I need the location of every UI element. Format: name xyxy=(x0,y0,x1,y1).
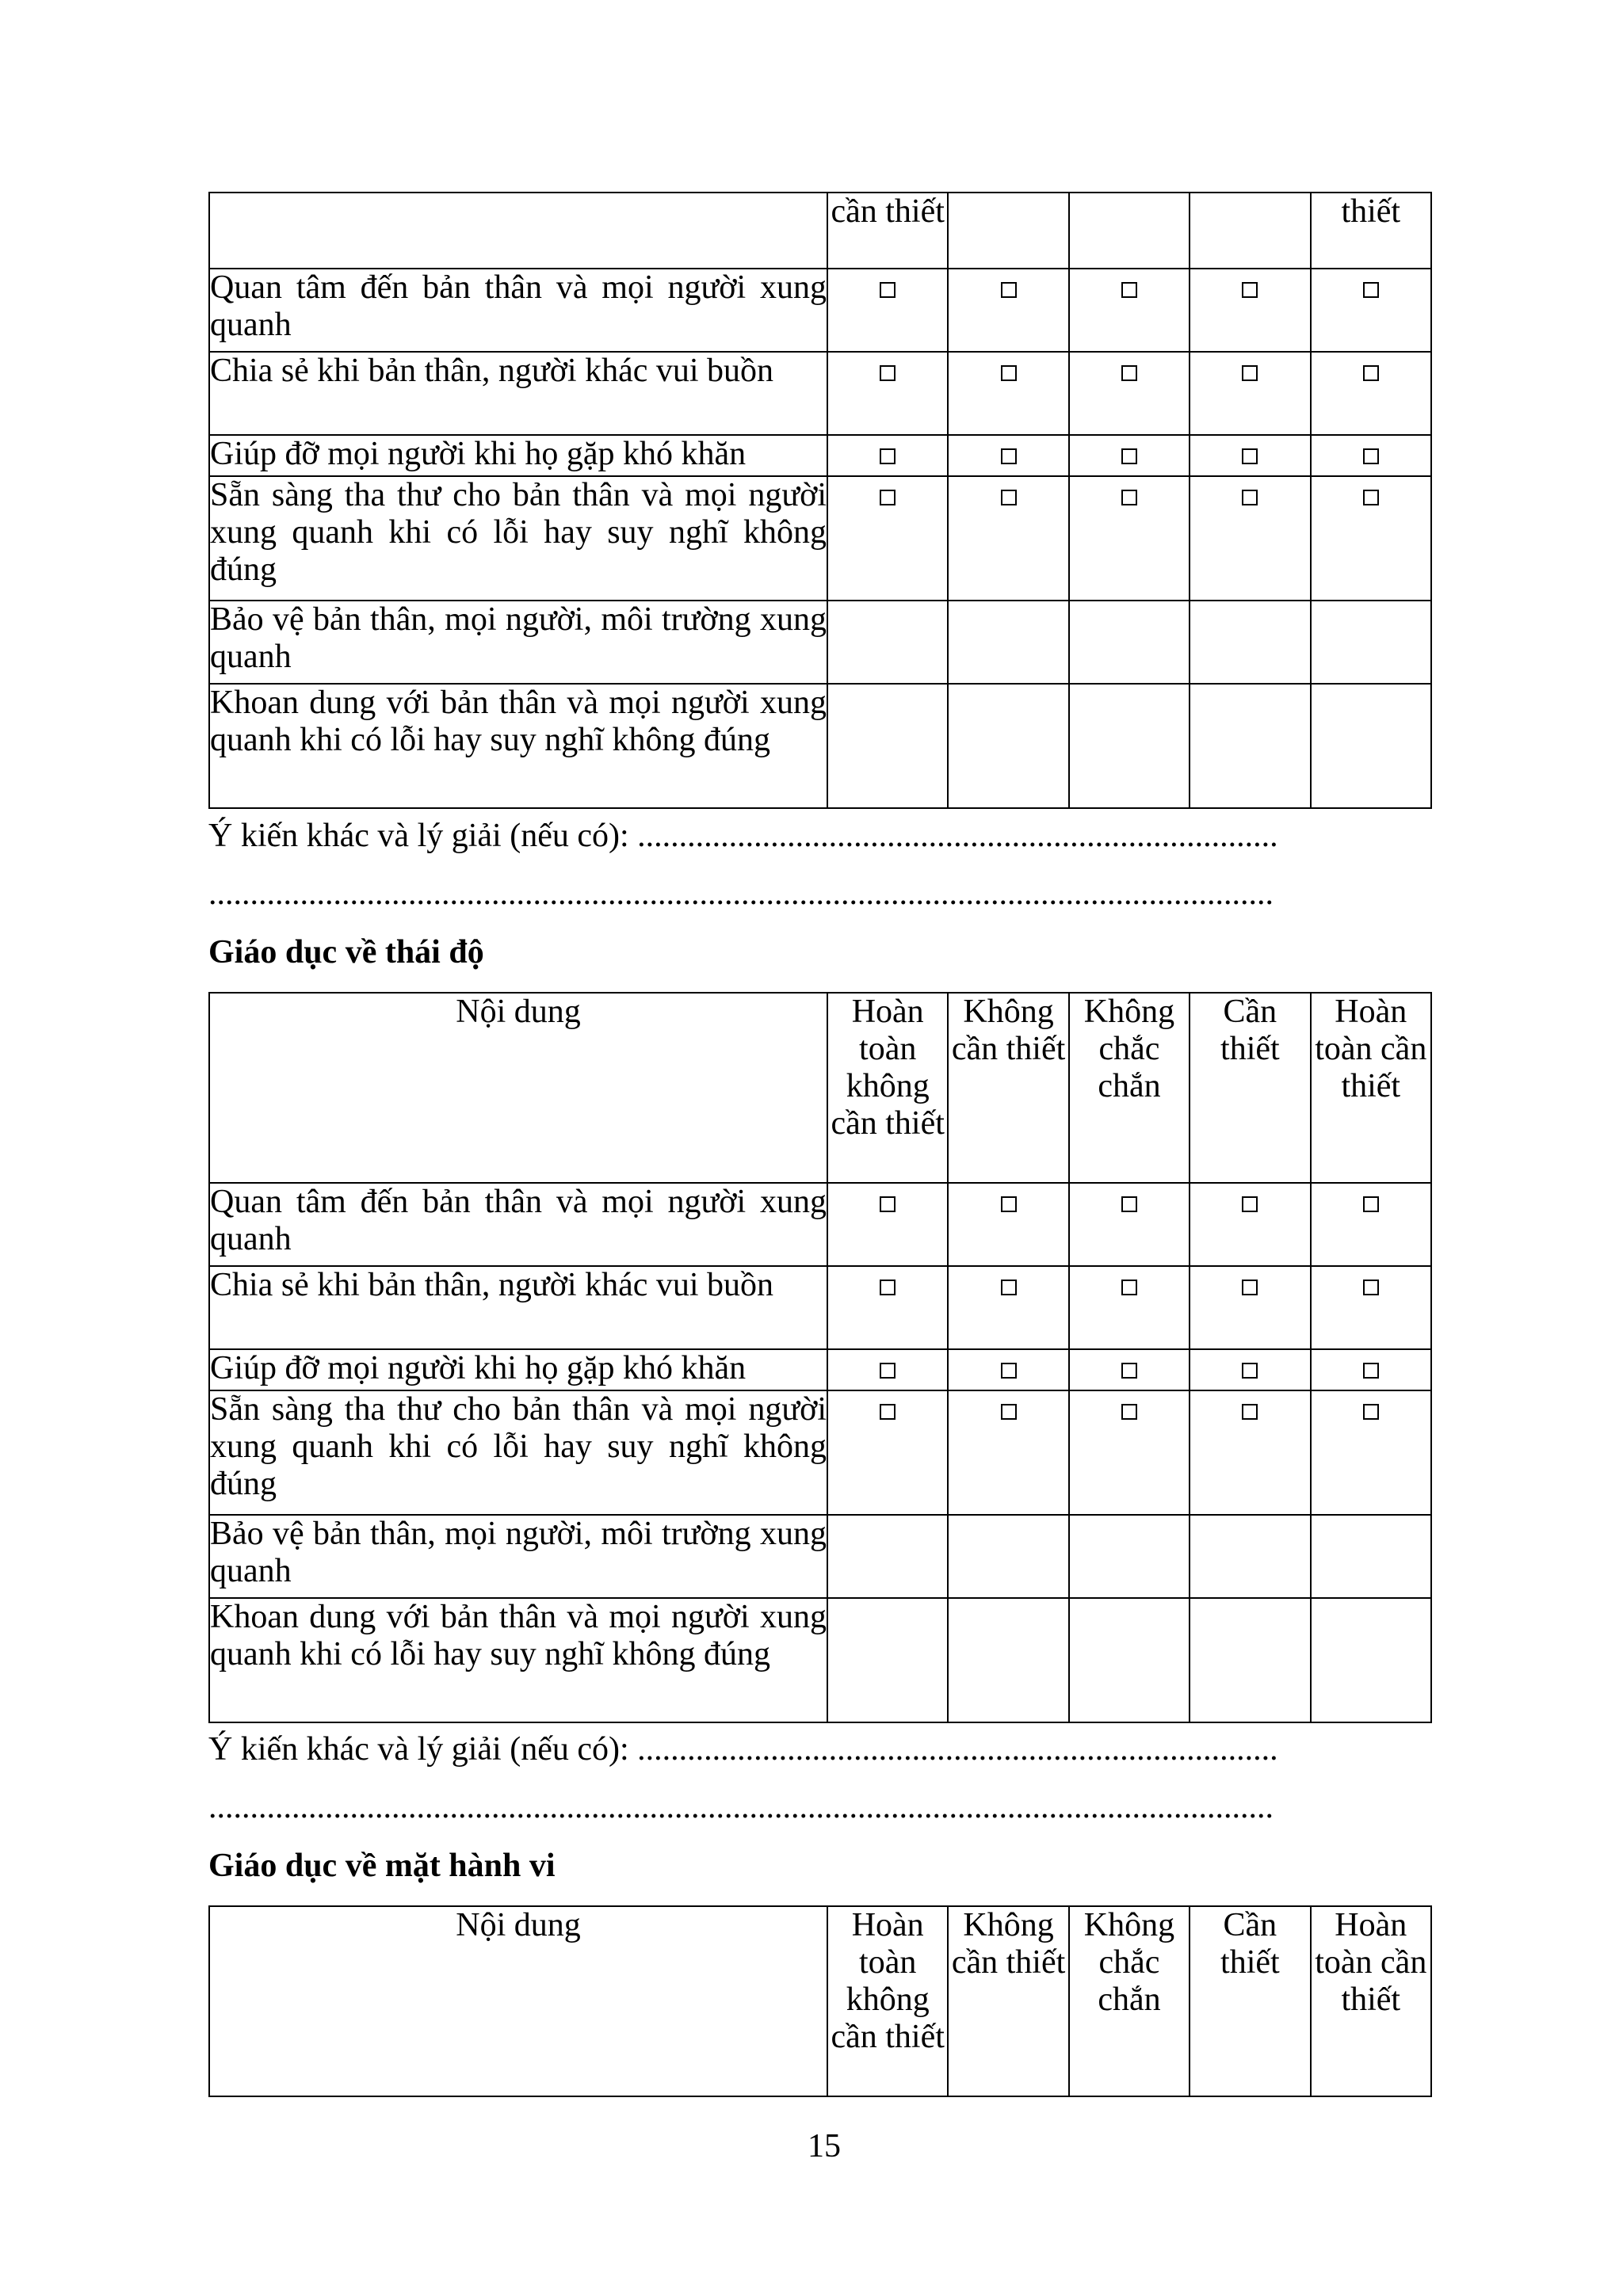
checkbox-cell[interactable] xyxy=(1069,269,1190,352)
checkbox[interactable] xyxy=(1001,282,1017,298)
empty-cell xyxy=(827,1598,948,1722)
checkbox-cell[interactable] xyxy=(1311,1390,1431,1515)
table-header-row xyxy=(209,993,1431,1183)
checkbox[interactable] xyxy=(1121,1363,1137,1379)
checkbox-cell[interactable] xyxy=(948,269,1068,352)
checkbox-cell[interactable] xyxy=(1311,1266,1431,1349)
header-option: Hoàn toàn cần thiết xyxy=(1311,993,1431,1183)
checkbox[interactable] xyxy=(1001,448,1017,464)
section-heading: Giáo dục về mặt hành vi xyxy=(208,1848,556,1884)
row-content: Khoan dung với bản thân và mọi người xung quanh khi có lỗi hay suy nghĩ không đúng xyxy=(209,1598,827,1722)
checkbox-cell[interactable] xyxy=(1190,269,1310,352)
dotted-fill-line[interactable]: ................................................................................................................................ xyxy=(208,875,1274,912)
checkbox-cell[interactable] xyxy=(827,435,948,476)
checkbox-cell[interactable] xyxy=(1069,352,1190,435)
checkbox-cell[interactable] xyxy=(1190,435,1310,476)
table-row xyxy=(209,352,1431,435)
row-content: Sẵn sàng tha thư cho bản thân và mọi người xung quanh khi có lỗi hay suy nghĩ không đúng xyxy=(209,1390,827,1515)
checkbox[interactable] xyxy=(880,1404,896,1420)
checkbox-cell[interactable] xyxy=(948,435,1068,476)
checkbox[interactable] xyxy=(1242,1363,1258,1379)
table-row xyxy=(209,1390,1431,1515)
checkbox[interactable] xyxy=(1121,1404,1137,1420)
empty-cell xyxy=(1069,1515,1190,1598)
checkbox[interactable] xyxy=(880,282,896,298)
table-row xyxy=(209,435,1431,476)
checkbox-cell[interactable] xyxy=(1311,269,1431,352)
checkbox[interactable] xyxy=(1242,448,1258,464)
checkbox-cell[interactable] xyxy=(827,1266,948,1349)
header-content: Nội dung xyxy=(209,1906,827,2096)
checkbox[interactable] xyxy=(1242,365,1258,381)
checkbox-cell[interactable] xyxy=(1069,1390,1190,1515)
header-option: Không cần thiết xyxy=(948,1906,1068,2096)
empty-cell xyxy=(948,1598,1068,1722)
checkbox[interactable] xyxy=(1001,1196,1017,1212)
table-header-row xyxy=(209,193,1431,269)
checkbox-cell[interactable] xyxy=(1190,352,1310,435)
row-content: Chia sẻ khi bản thân, người khác vui buồn xyxy=(209,1266,827,1349)
survey-table-1 xyxy=(208,192,1432,809)
empty-cell xyxy=(827,684,948,808)
checkbox-cell[interactable] xyxy=(1069,1266,1190,1349)
checkbox-cell[interactable] xyxy=(1190,1266,1310,1349)
row-content: Quan tâm đến bản thân và mọi người xung quanh xyxy=(209,1183,827,1266)
checkbox-cell[interactable] xyxy=(1311,476,1431,601)
empty-cell xyxy=(827,601,948,684)
checkbox-cell[interactable] xyxy=(1069,476,1190,601)
header-cell xyxy=(1190,193,1310,269)
checkbox[interactable] xyxy=(1121,365,1137,381)
checkbox-cell[interactable] xyxy=(948,352,1068,435)
header-cell xyxy=(1069,193,1190,269)
checkbox[interactable] xyxy=(880,490,896,505)
table-row xyxy=(209,269,1431,352)
checkbox-cell[interactable] xyxy=(1190,1349,1310,1390)
checkbox[interactable] xyxy=(1242,1280,1258,1295)
checkbox[interactable] xyxy=(1363,1196,1379,1212)
row-content: Quan tâm đến bản thân và mọi người xung quanh xyxy=(209,269,827,352)
checkbox[interactable] xyxy=(1001,1280,1017,1295)
checkbox[interactable] xyxy=(1242,1196,1258,1212)
empty-cell xyxy=(1311,684,1431,808)
survey-table-2 xyxy=(208,992,1432,1723)
row-content: Khoan dung với bản thân và mọi người xung quanh khi có lỗi hay suy nghĩ không đúng xyxy=(209,684,827,808)
checkbox-cell[interactable] xyxy=(827,1349,948,1390)
checkbox-cell[interactable] xyxy=(827,1183,948,1266)
checkbox[interactable] xyxy=(1001,490,1017,505)
checkbox[interactable] xyxy=(1363,1363,1379,1379)
checkbox[interactable] xyxy=(880,365,896,381)
checkbox-cell[interactable] xyxy=(827,476,948,601)
checkbox-cell[interactable] xyxy=(827,269,948,352)
checkbox-cell[interactable] xyxy=(1190,476,1310,601)
checkbox-cell[interactable] xyxy=(948,1183,1068,1266)
checkbox-cell[interactable] xyxy=(948,1349,1068,1390)
empty-cell xyxy=(948,1515,1068,1598)
checkbox[interactable] xyxy=(1242,282,1258,298)
checkbox[interactable] xyxy=(1001,1404,1017,1420)
empty-cell xyxy=(827,1515,948,1598)
empty-cell xyxy=(1311,1515,1431,1598)
empty-cell xyxy=(1190,601,1310,684)
checkbox[interactable] xyxy=(1121,282,1137,298)
checkbox[interactable] xyxy=(1242,490,1258,505)
checkbox[interactable] xyxy=(1001,1363,1017,1379)
checkbox[interactable] xyxy=(1363,1280,1379,1295)
empty-cell xyxy=(1311,1598,1431,1722)
checkbox[interactable] xyxy=(1363,490,1379,505)
table-row xyxy=(209,684,1431,808)
row-content: Bảo vệ bản thân, mọi người, môi trường xung quanh xyxy=(209,1515,827,1598)
header-cell: thiết xyxy=(1311,193,1431,269)
checkbox[interactable] xyxy=(1363,282,1379,298)
empty-cell xyxy=(1069,684,1190,808)
other-opinion-line[interactable]: Ý kiến khác và lý giải (nếu có): ............................................................................. xyxy=(208,1731,1278,1768)
page-number: 15 xyxy=(808,2128,841,2164)
empty-cell xyxy=(1069,601,1190,684)
header-option: Không cần thiết xyxy=(948,993,1068,1183)
header-option: Không chắc chắn xyxy=(1069,993,1190,1183)
checkbox-cell[interactable] xyxy=(1311,352,1431,435)
other-opinion-line[interactable]: Ý kiến khác và lý giải (nếu có): ............................................................................. xyxy=(208,818,1278,854)
empty-cell xyxy=(1190,684,1310,808)
checkbox-cell[interactable] xyxy=(1190,1390,1310,1515)
empty-cell xyxy=(1190,1598,1310,1722)
checkbox[interactable] xyxy=(880,1280,896,1295)
section-heading: Giáo dục về thái độ xyxy=(208,934,484,971)
dotted-fill-line[interactable]: ................................................................................................................................ xyxy=(208,1789,1274,1825)
checkbox[interactable] xyxy=(1363,365,1379,381)
header-option: Hoàn toàn không cần thiết xyxy=(827,1906,948,2096)
checkbox-cell[interactable] xyxy=(1069,1183,1190,1266)
checkbox[interactable] xyxy=(1363,1404,1379,1420)
empty-cell xyxy=(948,601,1068,684)
table-row xyxy=(209,1183,1431,1266)
checkbox-cell[interactable] xyxy=(1311,1349,1431,1390)
header-cell xyxy=(948,193,1068,269)
checkbox[interactable] xyxy=(1242,1404,1258,1420)
table-row xyxy=(209,1515,1431,1598)
table-header-row xyxy=(209,1906,1431,2096)
checkbox[interactable] xyxy=(1121,448,1137,464)
checkbox[interactable] xyxy=(1121,1196,1137,1212)
row-content: Bảo vệ bản thân, mọi người, môi trường xung quanh xyxy=(209,601,827,684)
checkbox-cell[interactable] xyxy=(827,1390,948,1515)
checkbox-cell[interactable] xyxy=(1190,1183,1310,1266)
checkbox[interactable] xyxy=(1363,448,1379,464)
checkbox-cell[interactable] xyxy=(1069,435,1190,476)
checkbox-cell[interactable] xyxy=(1069,1349,1190,1390)
header-option: Hoàn toàn không cần thiết xyxy=(827,993,948,1183)
row-content: Giúp đỡ mọi người khi họ gặp khó khăn xyxy=(209,1349,827,1390)
header-cell xyxy=(209,193,827,269)
row-content: Giúp đỡ mọi người khi họ gặp khó khăn xyxy=(209,435,827,476)
checkbox-cell[interactable] xyxy=(948,1390,1068,1515)
checkbox[interactable] xyxy=(1121,490,1137,505)
checkbox-cell[interactable] xyxy=(827,352,948,435)
row-content: Chia sẻ khi bản thân, người khác vui buồn xyxy=(209,352,827,435)
table-row xyxy=(209,601,1431,684)
header-content: Nội dung xyxy=(209,993,827,1183)
table-row xyxy=(209,1598,1431,1722)
checkbox-cell[interactable] xyxy=(1311,435,1431,476)
header-cell: cần thiết xyxy=(827,193,948,269)
checkbox-cell[interactable] xyxy=(948,476,1068,601)
checkbox[interactable] xyxy=(880,1363,896,1379)
empty-cell xyxy=(1311,601,1431,684)
header-option: Không chắc chắn xyxy=(1069,1906,1190,2096)
header-option: Cần thiết xyxy=(1190,1906,1310,2096)
header-option: Cần thiết xyxy=(1190,993,1310,1183)
checkbox-cell[interactable] xyxy=(948,1266,1068,1349)
checkbox[interactable] xyxy=(1001,365,1017,381)
survey-table-3 xyxy=(208,1905,1432,2097)
checkbox[interactable] xyxy=(1121,1280,1137,1295)
table-row xyxy=(209,476,1431,601)
empty-cell xyxy=(1190,1515,1310,1598)
checkbox-cell[interactable] xyxy=(1311,1183,1431,1266)
checkbox[interactable] xyxy=(880,448,896,464)
empty-cell xyxy=(1069,1598,1190,1722)
row-content: Sẵn sàng tha thư cho bản thân và mọi người xung quanh khi có lỗi hay suy nghĩ không đúng xyxy=(209,476,827,601)
table-row xyxy=(209,1266,1431,1349)
table-row xyxy=(209,1349,1431,1390)
empty-cell xyxy=(948,684,1068,808)
header-option: Hoàn toàn cần thiết xyxy=(1311,1906,1431,2096)
checkbox[interactable] xyxy=(880,1196,896,1212)
